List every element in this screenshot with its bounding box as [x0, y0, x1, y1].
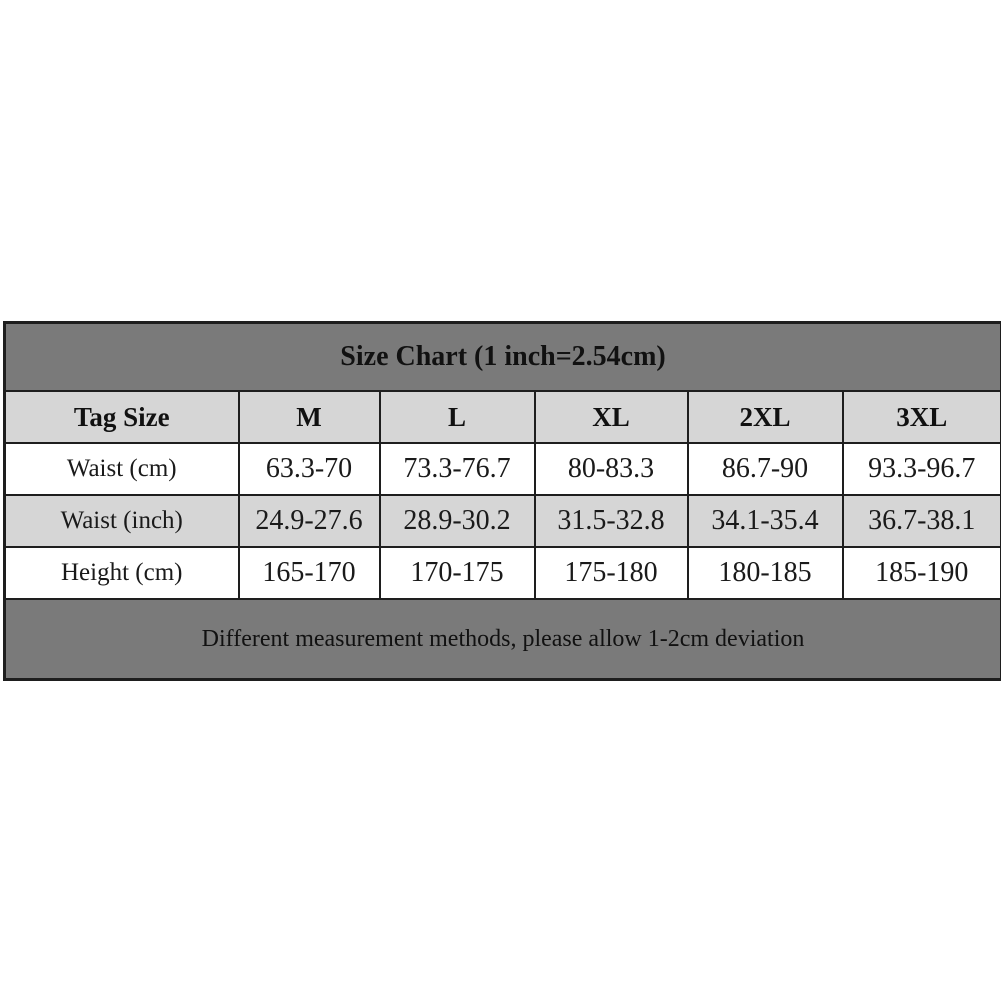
table-cell: 36.7-38.1 — [843, 495, 1001, 547]
note-row — [5, 599, 1001, 680]
chart-title: Size Chart (1 inch=2.54cm) — [5, 323, 1001, 392]
table-cell: 24.9-27.6 — [239, 495, 380, 547]
tag-size-header: Tag Size — [5, 391, 239, 443]
size-header-xl: XL — [535, 391, 688, 443]
table-cell: 175-180 — [535, 547, 688, 599]
table-cell: 180-185 — [688, 547, 843, 599]
table-cell: 80-83.3 — [535, 443, 688, 495]
table-cell: 73.3-76.7 — [380, 443, 535, 495]
size-header-3xl: 3XL — [843, 391, 1001, 443]
table-cell: 63.3-70 — [239, 443, 380, 495]
table-cell: 28.9-30.2 — [380, 495, 535, 547]
table-row-waist-cm — [5, 443, 1001, 495]
row-label: Height (cm) — [5, 547, 239, 599]
title-row — [5, 323, 1001, 392]
table-cell: 34.1-35.4 — [688, 495, 843, 547]
table-cell: 93.3-96.7 — [843, 443, 1001, 495]
table-cell: 185-190 — [843, 547, 1001, 599]
table-cell: 31.5-32.8 — [535, 495, 688, 547]
row-label: Waist (cm) — [5, 443, 239, 495]
header-row — [5, 391, 1001, 443]
size-header-m: M — [239, 391, 380, 443]
size-header-2xl: 2XL — [688, 391, 843, 443]
size-header-l: L — [380, 391, 535, 443]
size-chart-table — [3, 321, 1001, 681]
measurement-note: Different measurement methods, please allow 1-2cm deviation — [5, 599, 1001, 680]
table-cell: 165-170 — [239, 547, 380, 599]
table-cell: 170-175 — [380, 547, 535, 599]
table-row-height-cm — [5, 547, 1001, 599]
row-label: Waist (inch) — [5, 495, 239, 547]
table-cell: 86.7-90 — [688, 443, 843, 495]
table-row-waist-inch — [5, 495, 1001, 547]
